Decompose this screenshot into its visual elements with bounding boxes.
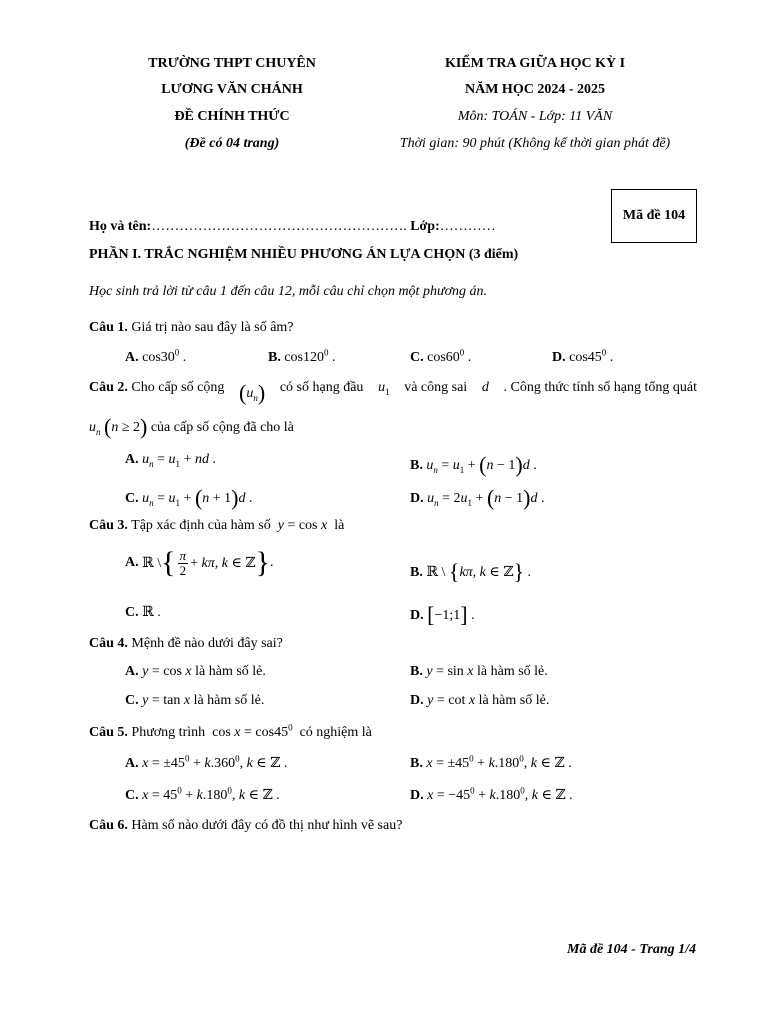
exam-title: KIỂM TRA GIỮA HỌC KỲ I	[444, 56, 626, 71]
section-title: PHẦN I. TRẮC NGHIỆM NHIỀU PHƯƠNG ÁN LỰA CHỌN (3 điểm)	[89, 247, 519, 262]
question-text-part: có số hạng đầu	[279, 380, 364, 395]
q2-option-d: D. $u_n = 2u_1 + (n - 1)d$ .	[410, 485, 545, 510]
student-info-line	[89, 219, 496, 235]
q2-option-a: A. $u_n = u_1$ + nd .	[125, 452, 216, 469]
question-text-part: . Công thức tính số hạng tổng quát	[503, 380, 697, 395]
section-instruction: Học sinh trả lời từ câu 1 đến câu 12, mỗi câu chỉ chọn một phương án.	[89, 284, 488, 299]
q4-option-b: B. y = sin x là hàm số lẻ.	[410, 664, 548, 679]
class-label: Lớp:	[410, 219, 440, 234]
question-text: Phương trình	[131, 725, 206, 740]
question-6	[89, 818, 402, 834]
question-text: Giá trị nào sau đây là số âm?	[131, 320, 294, 335]
school-year: NĂM HỌC 2024 - 2025	[465, 82, 605, 97]
question-4	[89, 636, 283, 652]
q1-option-a: A. $\cos 30^0$ .	[125, 347, 187, 365]
question-text: Tập xác định của hàm số	[131, 518, 271, 533]
question-label: Câu 5.	[89, 725, 128, 740]
school-name-line1: TRƯỜNG THPT CHUYÊN	[148, 56, 316, 71]
class-dots: …………	[439, 219, 496, 234]
name-dots: ……………………………………………….	[151, 219, 407, 234]
question-text-part: là	[334, 518, 345, 533]
q2-option-c: C. $u_n = u_1 + (n + 1)d$ .	[125, 485, 253, 510]
page-footer: Mã đề 104 - Trang 1/4	[567, 942, 696, 957]
q1-option-d: D. $\cos 45^0$ .	[552, 347, 614, 365]
q3-option-d: D. [−1;1] .	[410, 602, 475, 627]
q5-option-b: B. $x = \pm 45^0 + k.180^0$, k ∈ ℤ .	[410, 753, 572, 771]
pages-note: (Đề có 04 trang)	[184, 136, 280, 151]
question-2: Câu 2. Cho cấp số cộng $(u_n)$ có số hạng đầu $u_1$ và công sai d . Công thức tính số hạng tổng quát	[89, 380, 697, 405]
school-name-line2: LƯƠNG VĂN CHÁNH	[161, 82, 303, 97]
question-text-part: của cấp số cộng đã cho là	[150, 420, 294, 435]
question-text-part: có nghiệm là	[299, 725, 372, 740]
name-label: Họ và tên:	[89, 219, 152, 234]
question-label: Câu 3.	[89, 518, 128, 533]
q5-option-a: A. $x = \pm 45^0 + k.360^0$, k ∈ ℤ .	[125, 753, 288, 771]
question-3: Câu 3. Tập xác định của hàm số y = cos x là	[89, 518, 345, 533]
question-5: Câu 5. Phương trình $\cos x = \cos 45^0$ có nghiệm là	[89, 722, 372, 740]
q3-option-b: B. ℝ \ {kπ, k ∈ ℤ} .	[410, 559, 532, 584]
question-text: Hàm số nào dưới đây có đồ thị như hình vẽ sau?	[131, 818, 403, 833]
q5-option-d: D. $x = -45^0 + k.180^0$, k ∈ ℤ .	[410, 785, 573, 803]
q4-option-d: D. y = cot x là hàm số lẻ.	[410, 693, 550, 708]
q5-option-c: C. $x = 45^0 + k.180^0$, k ∈ ℤ .	[125, 785, 280, 803]
question-text: Mệnh đề nào dưới đây sai?	[131, 636, 283, 651]
question-label: Câu 6.	[89, 818, 128, 833]
question-text: Cho cấp số cộng	[131, 380, 225, 395]
q3-option-c: C. ℝ .	[125, 605, 161, 620]
exam-code-box: Mã đề 104	[611, 189, 697, 243]
q1-option-b: B. $\cos 120^0$ .	[268, 347, 336, 365]
question-label: Câu 4.	[89, 636, 128, 651]
q3-option-a: A. ℝ \ { $\frac{\pi}{2}$ + kπ, k ∈ ℤ } .	[125, 546, 274, 579]
question-1	[89, 320, 294, 336]
q4-option-c: C. y = tan x là hàm số lẻ.	[125, 693, 265, 708]
subject-line: Môn: TOÁN - Lớp: 11 VĂN	[457, 109, 613, 124]
q1-option-c: C. $\cos 60^0$ .	[410, 347, 472, 365]
question-text-part: và công sai	[404, 380, 468, 395]
question-label: Câu 2.	[89, 380, 128, 395]
question-label: Câu 1.	[89, 320, 128, 335]
official-label: ĐỀ CHÍNH THỨC	[174, 109, 290, 124]
duration-line: Thời gian: 90 phút (Không kể thời gian phát đề)	[399, 136, 671, 151]
question-2-cont: $u_n$ (n ≥ 2) của cấp số cộng đã cho là	[89, 414, 294, 439]
q2-option-b: B. $u_n = u_1 + (n - 1)d$ .	[410, 452, 537, 477]
q4-option-a: A. y = cos x là hàm số lẻ.	[125, 664, 266, 679]
